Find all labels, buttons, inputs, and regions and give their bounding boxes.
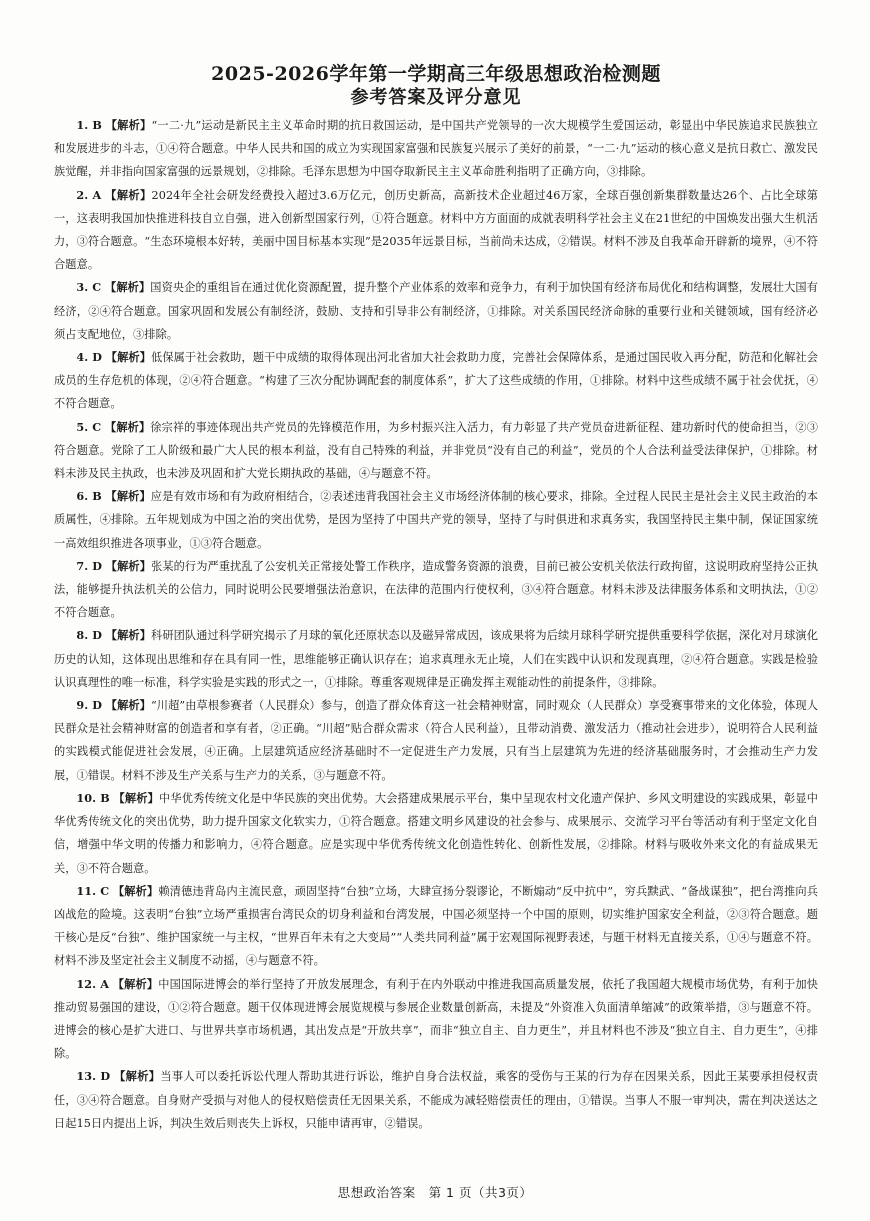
- answer-label: 3. C: [76, 280, 102, 295]
- answer-explanation: “川超”由草根参赛者（人民群众）参与，创造了群众体育这一社会精神财富，同时观众（人民群众）享受赛事带来的文化体验，体现人民群众是社会精神财富的创造者和享有者，②正确。“川超”贴合群众需求（符合人民利益），且带动消费、激发活力（推动社会进步），说明符合人民利益的实践模式能促进社会发展，④正确。上层建筑适应经济基础时不一定促进生产力发展，只有当上层建筑为先进的经济基础服务时，才会推动生产力发展，①错误。材料不涉及生产关系与生产力的关系，③与题意不符。: [54, 699, 818, 782]
- analysis-tag: 【解析】: [105, 699, 151, 713]
- answer-item: [54, 555, 818, 625]
- answer-label: 9. D: [76, 698, 103, 713]
- answer-label: 6. B: [76, 489, 102, 504]
- answer-item: [54, 787, 818, 880]
- answer-explanation: 中国国际进博会的举行坚持了开放发展理念，有利于在内外联动中推进我国高质量发展，依托了我国超大规模市场优势，有利于加快推动贸易强国的建设，①②符合题意。题干仅体现进博会展览规模与参展企业数量创新高，未提及“外资准入负面清单缩减”的政策举措，③与题意不符。进博会的核心是扩大进口、与世界共享市场机遇，其出发点是“开放共享”，而非“独立自主、自力更生”，并且材料也不涉及“独立自主、自力更生”，④排除。: [54, 977, 819, 1061]
- answer-item: [54, 114, 818, 184]
- analysis-tag: 【解析】: [105, 559, 152, 573]
- analysis-tag: 【解析】: [112, 977, 159, 991]
- answer-explanation: 中华优秀传统文化是中华民族的突出优势。大会搭建成果展示平台，集中呈现农村文化遗产保护、乡风文明建设的实践成果，彰显中华优秀传统文化的突出优势，助力提升国家文化软实力，①符合题意。搭建文明乡风建设的社会参与、成果展示、交流学习平台等活动有利于坚定文化自信，增强中华文明的传播力和影响力，④符合题意。应是实现中华优秀传统文化创造性转化、创新性发展，②排除。材料与吸收外来文化的有益成果无关，③不符合题意。: [54, 791, 818, 875]
- answer-explanation: 徐宗祥的事迹体现出共产党员的先锋模范作用，为乡村振兴注入活力，有力彰显了共产党员奋进新征程、建功新时代的使命担当，②③符合题意。党除了工人阶级和最广大人民的根本利益，没有自己特殊的利益，并非党员“没有自己的利益”，党员的个人合法利益受法律保护，①排除。材料未涉及民主执政，也未涉及巩固和扩大党长期执政的基础，④与题意不符。: [54, 420, 819, 481]
- answer-label: 1. B: [76, 118, 102, 132]
- answer-item: [54, 973, 818, 1066]
- analysis-tag: 【解析】: [113, 791, 159, 805]
- answer-item: [54, 485, 818, 555]
- answer-explanation: “一二·九”运动是新民主主义革命时期的抗日救国运动，是中国共产党领导的一次大规模学生爱国运动，彰显出中华民族追求民族独立和发展进步的斗志，①④符合题意。中华人民共和国的成立为实现国家富强和民族复兴展示了美好的前景，“一二·九”运动的核心意义是抗日救亡、激发民族觉醒，并非指向国家富强的远景规划，②排除。毛泽东思想为中国夺取新民主主义革命胜利指明了正确方向，③排除。: [54, 119, 819, 179]
- answer-list: [54, 114, 818, 1135]
- page-title: 2025-2026学年第一学期高三年级思想政治检测题: [211, 63, 661, 85]
- answer-explanation: 科研团队通过科学研究揭示了月球的氧化还原状态以及磁异常成因，该成果将为后续月球科学研究提供重要科学依据，深化对月球演化历史的认知，这体现出思维和存在具有同一性，思维能够正确认识存在；追求真理永无止境，人们在实践中认识和发现真理，②④符合题意。实践是检验认识真理性的唯一标准，科学实验是实践的形式之一，①排除。尊重客观规律是正确发挥主观能动性的前提条件，③排除。: [54, 629, 819, 689]
- page-footer: 思想政治答案 第 1 页（共3页）: [337, 1185, 533, 1200]
- answer-item: [54, 416, 818, 486]
- analysis-tag: 【解析】: [114, 1070, 161, 1084]
- answer-label: 7. D: [76, 558, 103, 573]
- answer-item: [54, 624, 818, 694]
- analysis-tag: 【解析】: [105, 490, 151, 504]
- analysis-tag: 【解析】: [105, 420, 151, 434]
- answer-label: 4. D: [76, 350, 103, 365]
- answer-label: 10. B: [76, 790, 110, 805]
- answer-explanation: 2024年全社会研发经费投入超过3.6万亿元，创历史新高，高新技术企业超过46万家，全球百强创新集群数量达26个、占比全球第一，这表明我国加快推进科技自立自强，进入创新型国家行列，①符合题意。材料中方方面面的成就表明科学社会主义在21世纪的中国焕发出强大生机活力，③符合题意。“生态环境根本好转，美丽中国目标基本实现”是2035年远景目标，当前尚未达成，②错误。材料不涉及自我革命开辟新的境界，④不符合题意。: [54, 188, 819, 272]
- answer-explanation: 张某的行为严重扰乱了公安机关正常接处警工作秩序，造成警务资源的浪费，目前已被公安机关依法行政拘留，这说明政府坚持公正执法，能够提升执法机关的公信力，同时说明公民要增强法治意识，在法律的范围内行使权利，③④符合题意。材料未涉及法律服务体系和文明执法，①②不符合题意。: [54, 559, 819, 620]
- analysis-tag: 【解析】: [105, 119, 152, 132]
- analysis-tag: 【解析】: [105, 351, 152, 365]
- analysis-tag: 【解析】: [105, 188, 152, 202]
- answer-item: [54, 694, 818, 787]
- answer-item: [54, 880, 818, 973]
- answer-item: [54, 184, 818, 277]
- answer-explanation: 当事人可以委托诉讼代理人帮助其进行诉讼，维护自身合法权益，乘客的受伤与王某的行为存在因果关系，因此王某要承担侵权责任，③④符合题意。自身财产受损与对他人的侵权赔偿责任无因果关系，不能成为减轻赔偿责任的理由，①错误。当事人不服一审判决，需在判决送达之日起15日内提出上诉，判决生效后则丧失上诉权，只能申请再审，②错误。: [54, 1070, 819, 1130]
- analysis-tag: 【解析】: [112, 884, 159, 898]
- answer-item: [54, 1065, 818, 1135]
- answer-label: 5. C: [76, 419, 102, 434]
- answer-explanation: 应是有效市场和有为政府相结合，②表述违背我国社会主义市场经济体制的核心要求，排除。全过程人民民主是社会主义民主政治的本质属性，④排除。五年规划成为中国之治的突出优势，是因为坚持了中国共产党的领导，坚持了与时俱进和求真务实，我国坚持民主集中制，保证国家统一高效组织推进各项事业，①③符合题意。: [54, 490, 819, 550]
- answer-label: 8. D: [76, 628, 103, 643]
- answer-explanation: 赖清德违背岛内主流民意，顽固坚持“台独”立场，大肆宣扬分裂谬论，不断煽动“反中抗中”，穷兵黩武、“备战谋独”，把台湾推向兵凶战危的险境。这表明“台独”立场严重损害台湾民众的切身利益和台湾发展，中国必须坚持一个中国的原则，切实维护国家安全利益，②③符合题意。题干核心是反“台独”、维护国家统一与主权，“世界百年未有之大变局”“人类共同利益”属于宏观国际视野表述，与题干材料无直接关系，①④与题意不符。材料不涉及坚定社会主义制度不动摇，④与题意不符。: [54, 884, 819, 968]
- answer-explanation: 国资央企的重组旨在通过优化资源配置，提升整个产业体系的效率和竞争力，有利于加快国有经济布局优化和结构调整，发展壮大国有经济，②④符合题意。国家巩固和发展公有制经济，鼓励、支持和引导非公有制经济，①排除。对关系国民经济命脉的重要行业和关键领域，国有经济必须占支配地位，③排除。: [54, 281, 819, 341]
- answer-item: [54, 276, 818, 346]
- answer-label: 12. A: [76, 976, 110, 991]
- page-subtitle: 参考答案及评分意见: [350, 87, 522, 108]
- answer-label: 11. C: [76, 883, 110, 898]
- answer-explanation: 低保属于社会救助，题干中成绩的取得体现出河北省加大社会救助力度，完善社会保障体系，是通过国民收入再分配，防范和化解社会成员的生存危机的体现，②④符合题意。“构建了三次分配协调配套的制度体系”，扩大了这些成绩的作用，①排除。材料中这些成绩不属于社会优抚，④不符合题意。: [54, 351, 819, 411]
- analysis-tag: 【解析】: [105, 281, 151, 295]
- analysis-tag: 【解析】: [105, 629, 152, 643]
- answer-label: 2. A: [76, 187, 102, 202]
- answer-item: [54, 346, 818, 416]
- answer-label: 13. D: [76, 1069, 111, 1084]
